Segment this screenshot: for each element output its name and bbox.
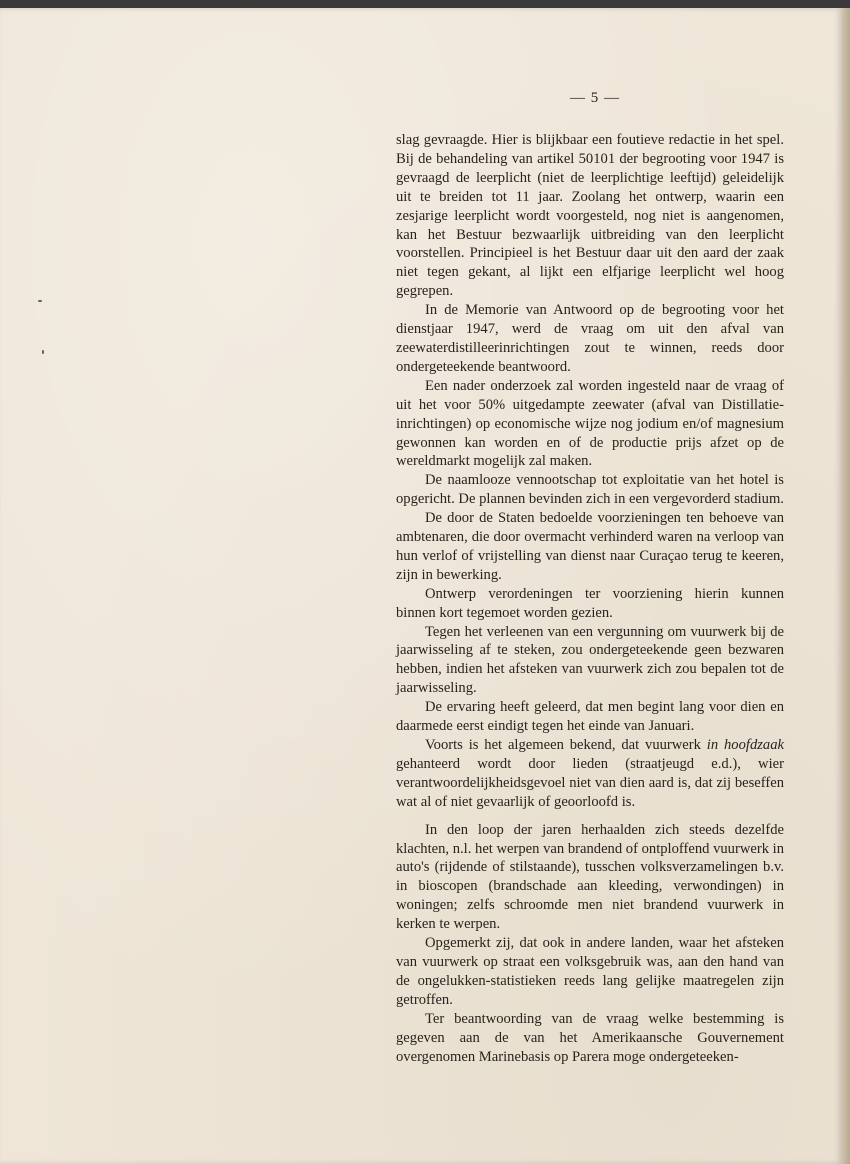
paragraph: Ter beantwoording van de vraag welke bestemming is gegeven aan de van het Amerikaansche Gouvernement overgenomen Marinebasis op Parera moge ondergeteeken-: [396, 1010, 784, 1065]
paragraph-text: gehanteerd wordt door lieden (straatjeugd e.d.), wier verantwoordelijkheidsgevoel niet van dien aard is, dat zij beseffen wat al of niet gevaarlijk of geoorloofd is.: [396, 755, 784, 810]
scanner-edge: [842, 8, 850, 1164]
margin-speck: [42, 350, 44, 354]
page-number: — 5 —: [570, 90, 620, 106]
margin-speck: [38, 300, 42, 302]
paragraph: In den loop der jaren herhaalden zich steeds dezelfde klachten, n.l. het werpen van brandend of ontploffend vuurwerk in auto's (rijdende of stilstaande), tusschen volksverzamelingen b.v. in bioscopen (brandschade aan kleeding, verwondingen) in woningen; zelfs schroomde men niet brandend vuurwerk in kerken te werpen.: [396, 821, 784, 933]
paragraph: De ervaring heeft geleerd, dat men begint lang voor dien en daarmede eerst eindigt tegen het einde van Januari.: [396, 699, 784, 735]
paragraph: Tegen het verleenen van een vergunning om vuurwerk bij de jaarwisseling af te steken, zou ondergeteekende geen bezwaren hebben, indien het afsteken van vuurwerk zich zou bepalen tot de jaarwisseling.: [396, 623, 784, 697]
body-text: [396, 131, 784, 1066]
paragraph: Een nader onderzoek zal worden ingesteld naar de vraag of uit het voor 50% uitgedampte zeewater (afval van Distillatie-inrichtingen) op economische wijze nog jodium en/of magnesium gewonnen kan worden en of de productie prijs afzet op de wereldmarkt mogelijk zal maken.: [396, 377, 784, 470]
paragraph-emphasis: [396, 736, 784, 812]
paragraph-text: Voorts is het algemeen bekend, dat vuurwerk: [425, 737, 707, 753]
paragraph: Ontwerp verordeningen ter voorziening hierin kunnen binnen kort tegemoet worden gezien.: [396, 585, 784, 621]
paragraph: De door de Staten bedoelde voorzieningen ten behoeve van ambtenaren, die door overmacht verhinderd waren na verloop van hun verlof of vrijstelling van dienst naar Curaçao terug te keeren, zijn in bewerking.: [396, 510, 784, 583]
italic-phrase: in hoofdzaak: [706, 737, 784, 753]
paragraph: slag gevraagde. Hier is blijkbaar een foutieve redactie in het spel. Bij de behandeling van artikel 50101 der begrooting voor 1947 is gevraagd de leerplicht (niet de leerplichtige leeftijd) geleidelijk uit te breiden tot 11 jaar. Zoolang het ontwerp, waarin een zesjarige leerplicht wordt voorgesteld, nog niet is aangenomen, kan het Bestuur bezwaarlijk uitbreiding van den leerplicht voorstellen. Principieel is het Bestuur daar uit den aard der zaak niet tegen gekant, al lijkt een elfjarige leerplicht wel hoog gegrepen.: [396, 132, 784, 300]
paragraph: De naamlooze vennootschap tot exploitatie van het hotel is opgericht. De plannen bevinden zich in een vergevorderd stadium.: [396, 472, 784, 508]
paragraph: Opgemerkt zij, dat ook in andere landen, waar het afsteken van vuurwerk op straat een volksgebruik was, aan den hand van de ongelukken-statistieken reeds lang gelijke maatregelen zijn getroffen.: [396, 935, 784, 1008]
paragraph: In de Memorie van Antwoord op de begrooting voor het dienstjaar 1947, werd de vraag om uit den afval van zeewaterdistilleerinrichtingen zout te winnen, reeds door ondergeteekende beantwoord.: [396, 302, 784, 375]
